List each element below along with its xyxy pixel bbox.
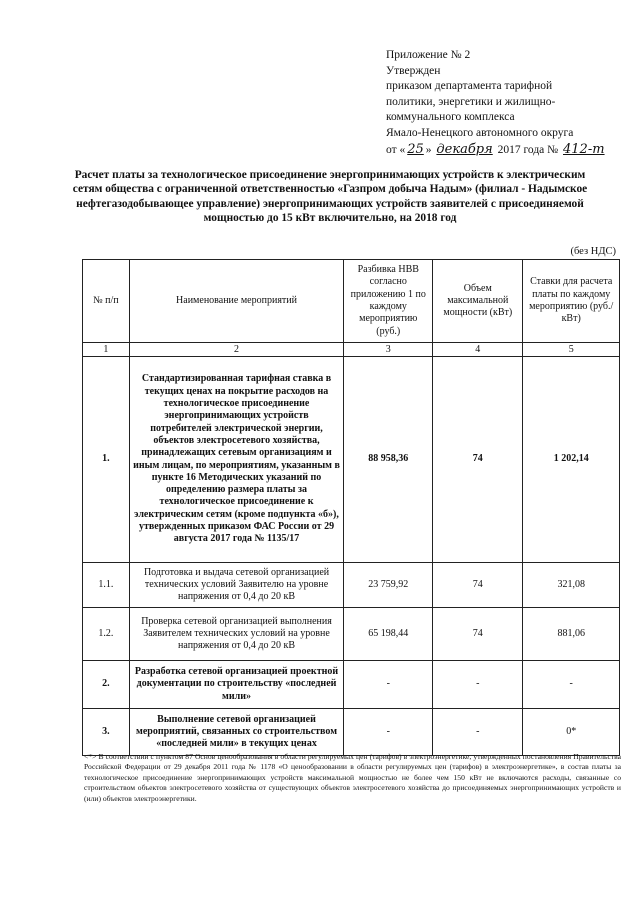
row-power: 74: [433, 608, 523, 661]
row-num: 2.: [83, 661, 130, 709]
row-rate: -: [523, 661, 620, 709]
row-power: 74: [433, 357, 523, 563]
index-cell: 1: [83, 343, 130, 357]
date-month-handwritten: декабря: [436, 141, 493, 157]
row-name: Проверка сетевой организацией выполнения Заявителем технических условий на уровне напряжения от 0,4 до 20 кВ: [129, 608, 344, 661]
row-num: 3.: [83, 709, 130, 756]
row-nvv: -: [344, 661, 433, 709]
table-row: [83, 357, 620, 563]
date-year: 2017 года №: [497, 143, 559, 156]
date-mid: »: [425, 143, 432, 156]
document-title: Расчет платы за технологическое присоединение энергопринимающих устройств к электрическим сетям общества с ограниченной ответственностью «Газпром добыча Надым» (филиал - Надымское нефтегазодобывающее управление) энергопринимающих устройств заявителей с присоединяемой мощностью до 15 кВт включительно, на 2018 год: [72, 169, 588, 225]
header-rate: Ставки для расчета платы по каждому мероприятию (руб./кВт): [523, 260, 620, 343]
header-name: Наименование мероприятий: [129, 260, 344, 343]
index-cell: 2: [129, 343, 344, 357]
row-nvv: -: [344, 709, 433, 756]
row-power: -: [433, 709, 523, 756]
index-cell: 4: [433, 343, 523, 357]
row-num: 1.1.: [83, 563, 130, 608]
index-cell: 3: [344, 343, 433, 357]
table-header-row: [83, 260, 620, 343]
row-nvv: 88 958,36: [344, 357, 433, 563]
table-row: [83, 661, 620, 709]
table-index-row: [83, 343, 620, 357]
table-row: [83, 709, 620, 756]
date-prefix: от «: [386, 143, 406, 156]
appendix-line: коммунального комплекса: [386, 111, 515, 124]
table-row: [83, 608, 620, 661]
appendix-line: Приложение № 2: [386, 49, 471, 61]
header-nvv: Разбивка НВВ согласно приложению 1 по каждому мероприятию (руб.): [344, 260, 433, 343]
row-rate: 0*: [523, 709, 620, 756]
row-power: 74: [433, 563, 523, 608]
row-name: Стандартизированная тарифная ставка в текущих ценах на покрытие расходов на технологическое присоединение энергопринимающих устройств потребителей электрической энергии, объектов электросетевого хозяйства, принадлежащих сетевым организациям и иным лицам, по мероприятиям, указанным в пункте 16 Методических указаний по определению размера платы за технологическое присоединение к электрическим сетям (кроме подпункта «б»), утвержденных приказом ФАС России от 29 августа 2017 года № 1135/17: [129, 357, 344, 563]
appendix-line: Утвержден: [386, 64, 441, 77]
date-day-handwritten: 25: [407, 141, 424, 157]
row-name: Выполнение сетевой организацией мероприятий, связанных со строительством «последней мили» в текущих ценах: [129, 709, 344, 756]
vat-note: (без НДС): [570, 246, 616, 257]
appendix-approval-block: [386, 48, 626, 158]
row-num: 1.2.: [83, 608, 130, 661]
row-nvv: 23 759,92: [344, 563, 433, 608]
row-name: Разработка сетевой организацией проектной документации по строительству «последней мили»: [129, 661, 344, 709]
order-number-handwritten: 412-т: [563, 141, 605, 157]
header-power: Объем максимальной мощности (кВт): [433, 260, 523, 343]
appendix-date-line: [386, 142, 626, 159]
row-num: 1.: [83, 357, 130, 563]
row-rate: 1 202,14: [523, 357, 620, 563]
row-power: -: [433, 661, 523, 709]
index-cell: 5: [523, 343, 620, 357]
appendix-line: политики, энергетики и жилищно-: [386, 95, 556, 108]
row-nvv: 65 198,44: [344, 608, 433, 661]
footnote: <*> В соответствии с пунктом 87 Основ ценообразования в области регулируемых цен (тарифов) в электроэнергетике, утвержденных постановления Правительства Российской Федерации от 29 декабря 2011 года № 1178 «О ценообразовании в области регулируемых цен (тарифов) в электроэнергетике», в состав платы за технологическое присоединение энергопринимающих устройств максимальной мощностью не более чем 150 кВт не включаются расходы, связанные со строительством объектов электросетевого хозяйства от существующих объектов электросетевого хозяйства до присоединяемых энергопринимающих устройств и (или) объектов электроэнергетики.: [84, 752, 621, 803]
table-row: [83, 563, 620, 608]
appendix-line: приказом департамента тарифной: [386, 80, 553, 93]
header-num: № п/п: [83, 260, 130, 343]
tariff-table: [82, 259, 620, 756]
row-rate: 881,06: [523, 608, 620, 661]
row-name: Подготовка и выдача сетевой организацией технических условий Заявителю на уровне напряжения от 0,4 до 20 кВ: [129, 563, 344, 608]
appendix-line: Ямало-Ненецкого автономного округа: [386, 126, 574, 139]
row-rate: 321,08: [523, 563, 620, 608]
